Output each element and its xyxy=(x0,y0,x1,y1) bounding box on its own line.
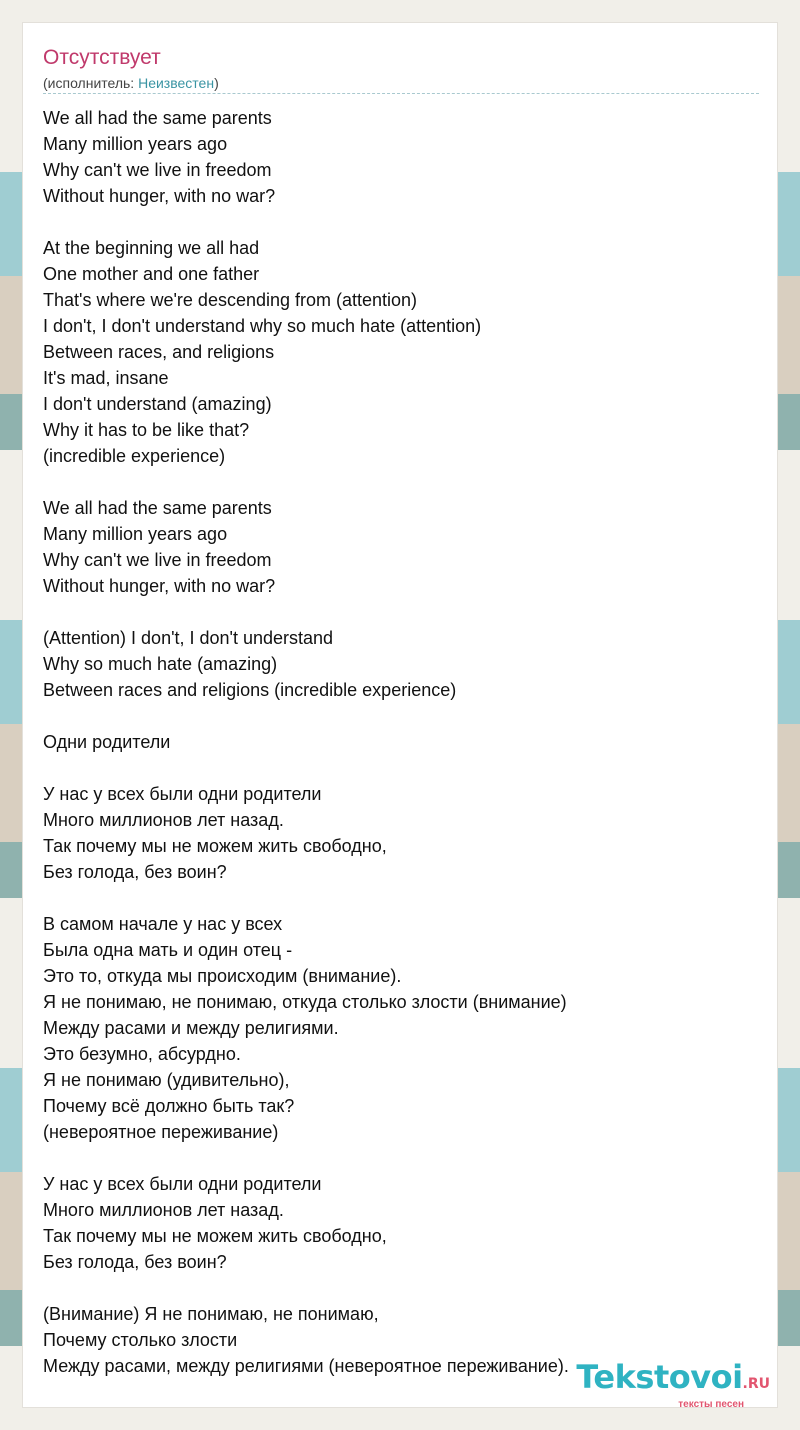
lyric-line: We all had the same parents xyxy=(43,108,272,128)
lyric-line: Why can't we live in freedom xyxy=(43,550,272,570)
logo-name: Tekstovoi xyxy=(576,1358,743,1396)
divider xyxy=(43,93,759,94)
lyric-line: At the beginning we all had xyxy=(43,238,260,258)
lyric-line: Why it has to be like that? xyxy=(43,420,250,440)
stanza-break xyxy=(43,209,763,235)
lyric-line: Почему столько злости xyxy=(43,1330,238,1350)
stanza-break xyxy=(43,469,763,495)
lyric-line: У нас у всех были одни родители xyxy=(43,784,322,804)
stanza-break xyxy=(43,885,763,911)
lyric-line: Without hunger, with no war? xyxy=(43,576,276,596)
song-title: Отсутствует xyxy=(43,46,161,69)
lyrics-card xyxy=(22,22,778,1408)
lyric-line: Много миллионов лет назад. xyxy=(43,1200,284,1220)
lyric-line: Я не понимаю, не понимаю, откуда столько злости (внимание) xyxy=(43,992,567,1012)
lyric-line: We all had the same parents xyxy=(43,498,272,518)
lyric-line: Много миллионов лет назад. xyxy=(43,810,284,830)
lyric-line: That's where we're descending from (attention) xyxy=(43,290,418,310)
lyric-line: Это безумно, абсурдно. xyxy=(43,1044,241,1064)
lyric-line: Одни родители xyxy=(43,732,171,752)
lyric-line: Между расами, между религиями (невероятное переживание). xyxy=(43,1356,569,1376)
lyric-line: Была одна мать и один отец - xyxy=(43,940,293,960)
artist-prefix: (исполнитель: xyxy=(43,75,139,91)
lyric-line: Between races and religions (incredible experience) xyxy=(43,680,457,700)
lyric-line: Without hunger, with no war? xyxy=(43,186,276,206)
lyric-line: Между расами и между религиями. xyxy=(43,1018,339,1038)
lyrics-text xyxy=(43,105,763,1379)
lyric-line: (incredible experience) xyxy=(43,446,226,466)
lyric-line: Why so much hate (amazing) xyxy=(43,654,278,674)
logo-tagline: тексты песен xyxy=(678,1399,744,1410)
lyric-line: Без голода, без воин? xyxy=(43,1252,227,1272)
lyric-line: I don't, I don't understand why so much hate (attention) xyxy=(43,316,482,336)
stanza-break xyxy=(43,1275,763,1301)
lyric-line: Это то, откуда мы происходим (внимание). xyxy=(43,966,402,986)
lyric-line: В самом начале у нас у всех xyxy=(43,914,283,934)
lyric-line: Many million years ago xyxy=(43,134,228,154)
stanza-break xyxy=(43,1145,763,1171)
lyric-line: Many million years ago xyxy=(43,524,228,544)
artist-line xyxy=(43,74,219,92)
stanza-break xyxy=(43,755,763,781)
site-logo[interactable] xyxy=(576,1358,770,1410)
lyric-line: Between races, and religions xyxy=(43,342,275,362)
logo-tld: .RU xyxy=(742,1376,770,1392)
lyric-line: У нас у всех были одни родители xyxy=(43,1174,322,1194)
stanza-break xyxy=(43,599,763,625)
lyric-line: (невероятное переживание) xyxy=(43,1122,279,1142)
lyric-line: Так почему мы не можем жить свободно, xyxy=(43,1226,387,1246)
lyric-line: Я не понимаю (удивительно), xyxy=(43,1070,290,1090)
lyric-line: Why can't we live in freedom xyxy=(43,160,272,180)
lyric-line: Почему всё должно быть так? xyxy=(43,1096,295,1116)
logo-wordmark xyxy=(576,1358,770,1400)
lyric-line: Так почему мы не можем жить свободно, xyxy=(43,836,387,856)
stanza-break xyxy=(43,703,763,729)
lyric-line: (Внимание) Я не понимаю, не понимаю, xyxy=(43,1304,379,1324)
lyric-line: (Attention) I don't, I don't understand xyxy=(43,628,334,648)
lyric-line: It's mad, insane xyxy=(43,368,169,388)
lyric-line: I don't understand (amazing) xyxy=(43,394,272,414)
artist-link[interactable]: Неизвестен xyxy=(138,75,215,91)
lyric-line: Без голода, без воин? xyxy=(43,862,227,882)
artist-suffix: ) xyxy=(214,75,219,91)
lyric-line: One mother and one father xyxy=(43,264,260,284)
